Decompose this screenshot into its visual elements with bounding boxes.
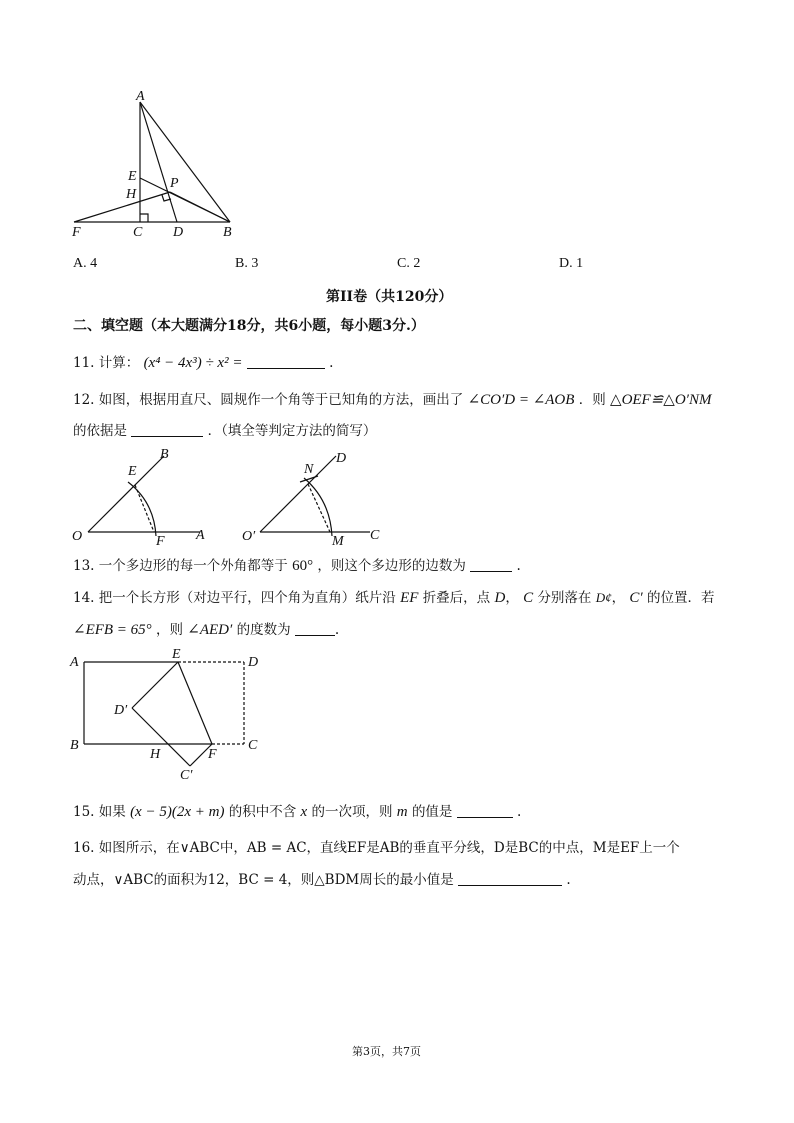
label-p: P (170, 176, 179, 191)
q12-text3: 的依据是 (73, 423, 127, 439)
q14-c-prime: C′ (629, 590, 643, 606)
option-a: A. 4 (73, 256, 98, 271)
q13-angle-value: 60° (292, 558, 314, 574)
q14-d: D (494, 590, 506, 606)
q14-text2: 折叠后，点 (422, 590, 491, 606)
label-m: M (332, 534, 344, 546)
q16-answer-blank[interactable] (458, 871, 562, 886)
label-b: B (223, 225, 232, 240)
page-footer: 第3页，共7页 (352, 1045, 421, 1058)
q15-dot: . (517, 804, 522, 820)
label-a: A (136, 89, 145, 104)
q15-text2: 的积中不含 (228, 804, 297, 820)
question-11 (73, 353, 333, 373)
question-16-line2 (73, 870, 571, 890)
label-b: B (70, 738, 79, 753)
label-f: F (156, 534, 165, 546)
figure-folded-rectangle (66, 646, 276, 786)
q14-text5: ，则 (155, 622, 183, 638)
line-ab (140, 102, 230, 222)
label-d: D (248, 655, 259, 670)
fold-line-ef (178, 662, 212, 744)
ray-ob (88, 456, 164, 532)
question-16-line1: 16. 如图所示，在∨ABC中，AB = AC，直线EF是AB的垂直平分线，D是BC的中点，M是EF上一个 (73, 840, 680, 856)
q14-ef: EF (400, 590, 419, 606)
label-h: H (126, 187, 137, 202)
label-f: F (208, 747, 217, 762)
q14-d-prime: D¢ (595, 590, 612, 605)
q12-text2: ．则 (578, 392, 606, 408)
question-15 (73, 802, 521, 822)
label-f: F (72, 225, 81, 240)
q15-x: x (300, 804, 308, 820)
label-d: D (336, 451, 347, 466)
part-title: 第II卷（共120分） (326, 289, 453, 305)
q15-text3: 的一次项，则 (311, 804, 393, 820)
option-b: B. 3 (235, 256, 259, 271)
label-b: B (160, 447, 169, 462)
question-14-line1: 14. 把一个长方形（对边平行，四个角为直角）纸片沿 EF 折叠后，点 D， C 分别落在 D¢， C′ 的位置．若 (73, 590, 715, 606)
q14-text6: 的度数为 (236, 622, 291, 638)
line-pb (170, 192, 230, 222)
label-d: D (173, 225, 184, 240)
segment-ef (135, 485, 154, 532)
label-e: E (172, 647, 181, 662)
q14-text1: 14. 把一个长方形（对边平行，四个角为直角）纸片沿 (73, 590, 396, 606)
q14-angle-efb: ∠EFB = 65° (73, 622, 152, 638)
label-a: A (196, 528, 205, 543)
q11-expression: (x⁴ − 4x³) ÷ x² = (143, 355, 243, 371)
option-d: D. 1 (559, 256, 584, 271)
segment-nm (308, 484, 330, 532)
option-c: C. 2 (397, 256, 421, 271)
q14-angle-aed: ∠AED′ (187, 622, 233, 638)
q12-text4: ．（填全等判定方法的简写） (207, 423, 377, 439)
q12-angle-equation: ∠CO′D = ∠AOB (467, 392, 575, 408)
q14-c: C (523, 590, 534, 606)
q12-text1: 12. 如图，根据用直尺、圆规作一个角等于已知角的方法，画出了 (73, 392, 464, 408)
label-e: E (128, 464, 137, 479)
q13-text1: 13. 一个多边形的每一个外角都等于 (73, 558, 288, 574)
figure-angle-cod (240, 442, 390, 546)
label-c: C (248, 738, 258, 753)
figure-triangle-abc (60, 88, 250, 240)
line-fp (74, 192, 170, 222)
figure-angle-aob (68, 442, 218, 546)
q11-suffix: . (329, 355, 334, 371)
q14-text3: 分别落在 (537, 590, 592, 606)
label-n: N (304, 462, 314, 477)
label-h: H (150, 747, 161, 762)
q12-answer-blank[interactable] (131, 422, 203, 437)
q15-m: m (396, 804, 408, 820)
label-o-prime: O′ (242, 529, 256, 544)
label-c: C (370, 528, 380, 543)
label-d-prime: D′ (114, 703, 128, 718)
label-o: O (72, 529, 83, 544)
question-14-line2: ∠EFB = 65° ，则 ∠AED′ 的度数为 . (73, 622, 340, 638)
line-ad (140, 102, 177, 222)
q11-prefix: 11. 计算： (73, 355, 140, 371)
question-12-line2 (73, 421, 376, 441)
question-12-line1 (73, 390, 711, 410)
q14-answer-blank[interactable] (295, 621, 335, 636)
q15-text4: 的值是 (411, 804, 453, 820)
q15-text1: 15. 如果 (73, 804, 126, 820)
q13-end: . (516, 558, 521, 574)
label-a: A (70, 655, 79, 670)
question-13 (73, 556, 521, 576)
q15-expression: (x − 5)(2x + m) (130, 804, 225, 820)
section-heading: 二、填空题（本大题满分18分，共6小题，每小题3分.） (73, 318, 425, 334)
q14-text4: 的位置．若 (647, 590, 715, 606)
q15-answer-blank[interactable] (457, 803, 513, 818)
right-angle-c (140, 214, 148, 222)
label-c: C (133, 225, 143, 240)
q13-text2: ，则这个多边形的边数为 (317, 558, 466, 574)
label-c-prime: C′ (180, 768, 193, 783)
q12-congruence: △OEF≌△O′NM (610, 392, 712, 408)
edge-ed-prime (132, 662, 178, 708)
q16-end: . (566, 872, 571, 888)
q13-answer-blank[interactable] (470, 557, 512, 572)
q11-answer-blank[interactable] (247, 354, 325, 369)
label-e: E (128, 169, 137, 184)
edge-dc-prime (132, 708, 190, 766)
q16-text2: 动点，∨ABC的面积为12，BC = 4，则△BDM周长的最小值是 (73, 872, 454, 888)
